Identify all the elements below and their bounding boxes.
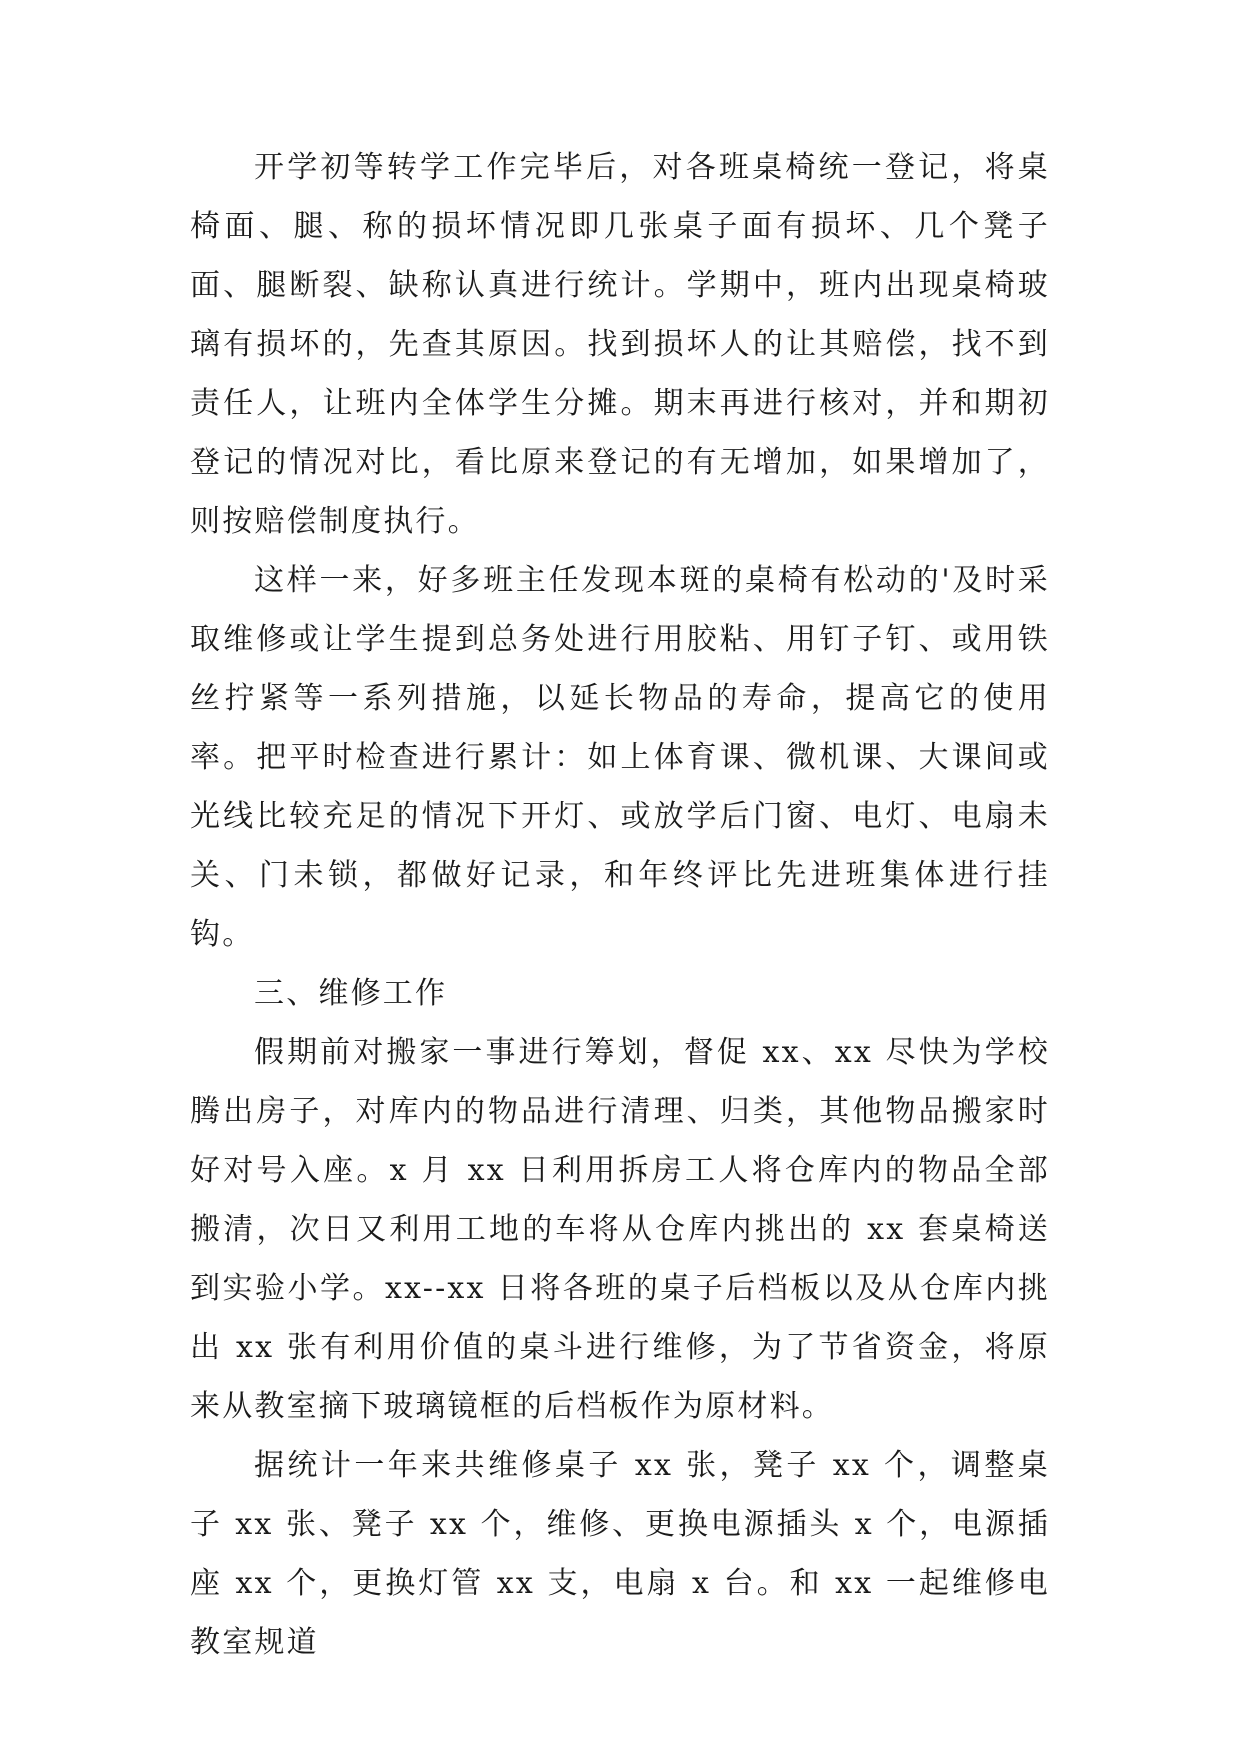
paragraph-desk-registration: 开学初等转学工作完毕后，对各班桌椅统一登记，将桌椅面、腿、称的损坏情况即几张桌子面有损坏、几个凳子面、腿断裂、缺称认真进行统计。学期中，班内出现桌椅玻璃有损坏的，先查其原因。找到损坏人的让其赔偿，找不到责任人，让班内全体学生分摊。期末再进行核对，并和期初登记的情况对比，看比原来登记的有无增加，如果增加了，则按赔偿制度执行。 (190, 150, 1050, 539)
paragraph-repair-statistics: 据统计一年来共维修桌子 xx 张，凳子 xx 个，调整桌子 xx 张、凳子 xx 个，维修、更换电源插头 x 个，电源插座 xx 个，更换灯管 xx 支，电扇 x 台。和 xx 一起维修电教室规道 (190, 1448, 1050, 1660)
section-heading-maintenance: 三、维修工作 (254, 976, 448, 1011)
document-page (190, 138, 1050, 1672)
paragraph-moving-plan: 假期前对搬家一事进行筹划，督促 xx、xx 尽快为学校腾出房子，对库内的物品进行清理、归类，其他物品搬家时好对号入座。x 月 xx 日利用拆房工人将仓库内的物品全部搬清，次日又利用工地的车将从仓库内挑出的 xx 套桌椅送到实验小学。xx--xx 日将各班的桌子后档板以及从仓库内挑出 xx 张有利用价值的桌斗进行维修，为了节省资金，将原来从教室摘下玻璃镜框的后档板作为原材料。 (190, 1035, 1050, 1424)
paragraph-repair-measures: 这样一来，好多班主任发现本斑的桌椅有松动的'及时采取维修或让学生提到总务处进行用胶粘、用钉子钉、或用铁丝拧紧等一系列措施，以延长物品的寿命，提高它的使用率。把平时检查进行累计：如上体育课、微机课、大课间或光线比较充足的情况下开灯、或放学后门窗、电灯、电扇未关、门未锁，都做好记录，和年终评比先进班集体进行挂钩。 (190, 563, 1050, 952)
